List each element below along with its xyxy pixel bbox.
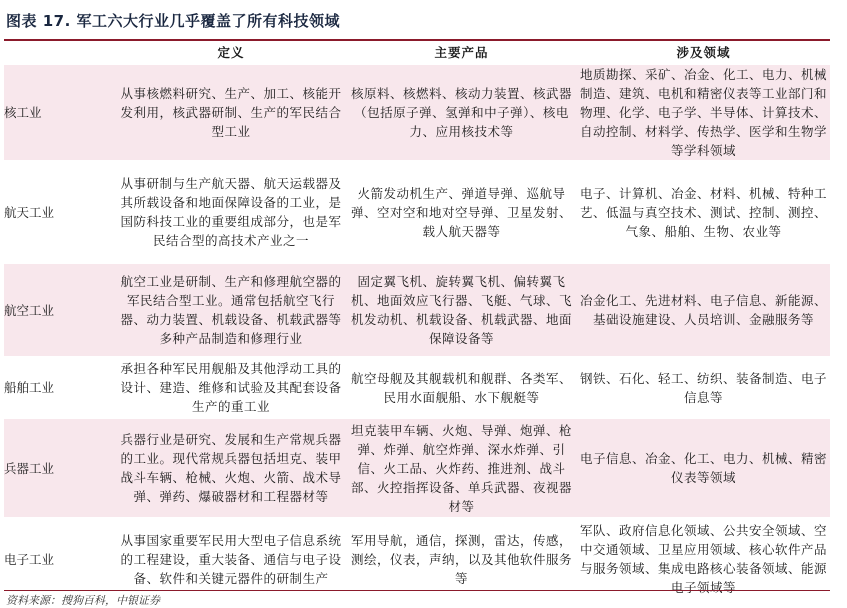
fields-cell: 电子信息、冶金、化工、电力、机械、精密仪表等领域 xyxy=(577,418,830,519)
definition-cell: 从事核燃料研究、生产、加工、核能开发利用，核武器研制、生产的军民结合型工业 xyxy=(116,64,346,162)
definition-cell: 兵器行业是研究、发展和生产常规兵器的工业。现代常规兵器包括坦克、装甲战斗车辆、枪械、火炮、火箭、战术导弹、弹药、爆破器材和工程器材等 xyxy=(116,418,346,519)
fields-cell: 钢铁、石化、轻工、纺织、装备制造、电子信息等 xyxy=(577,358,830,418)
definition-cell: 承担各种军民用舰船及其他浮动工具的设计、建造、维修和试验及其配套设备生产的重工业 xyxy=(116,358,346,418)
products-cell: 火箭发动机生产、弹道导弹、巡航导弹、空对空和地对空导弹、卫星发射、载人航天器等 xyxy=(346,162,577,263)
fields-cell: 地质勘探、采矿、冶金、化工、电力、机械制造、建筑、电机和精密仪表等工业部门和物理、化学、电子学、半导体、计算技术、自动控制、材料学、传热学、医学和生物学等学科领域 xyxy=(577,64,830,162)
footer-divider xyxy=(4,590,830,591)
definition-cell: 从事研制与生产航天器、航天运载器及其所载设备和地面保障设备的工业，是国防科技工业的重要组成部分，也是军民结合型的高技术产业之一 xyxy=(116,162,346,263)
table-row xyxy=(4,519,830,599)
title-divider xyxy=(4,39,830,41)
table-row xyxy=(4,162,830,263)
products-cell: 军用导航，通信，探测，雷达，传感，测绘，仪表，声纳，以及其他软件服务等 xyxy=(346,519,577,599)
table-row xyxy=(4,358,830,418)
industry-name: 电子工业 xyxy=(4,519,116,599)
products-cell: 固定翼飞机、旋转翼飞机、偏转翼飞机、地面效应飞行器、飞艇、气球、飞机发动机、机载设备、机载武器、地面保障设备等 xyxy=(346,263,577,358)
definition-cell: 从事国家重要军民用大型电子信息系统的工程建设，重大装备、通信与电子设备、软件和关键元器件的研制生产 xyxy=(116,519,346,599)
header-industry xyxy=(4,43,116,64)
industry-name: 兵器工业 xyxy=(4,418,116,519)
source-note: 资料来源：搜狗百科，中银证券 xyxy=(6,594,160,607)
industry-name: 核工业 xyxy=(4,64,116,162)
table-row xyxy=(4,263,830,358)
fields-cell: 军队、政府信息化领域、公共安全领域、空中交通领域、卫星应用领域、核心软件产品与服务领域、集成电路核心装备领域、能源电子领域等 xyxy=(577,519,830,599)
header-fields: 涉及领域 xyxy=(577,43,830,64)
page-title: 图表 17. 军工六大行业几乎覆盖了所有科技领域 xyxy=(6,12,341,30)
products-cell: 坦克装甲车辆、火炮、导弹、炮弹、枪弹、炸弹、航空炸弹、深水炸弹、引信、火工品、火炸药、推进剂、战斗部、火控指挥设备、单兵武器、夜视器材等 xyxy=(346,418,577,519)
table-row xyxy=(4,418,830,519)
industry-name: 航天工业 xyxy=(4,162,116,263)
fields-cell: 冶金化工、先进材料、电子信息、新能源、基础设施建设、人员培训、金融服务等 xyxy=(577,263,830,358)
industry-name: 船舶工业 xyxy=(4,358,116,418)
header-definition: 定义 xyxy=(116,43,346,64)
definition-cell: 航空工业是研制、生产和修理航空器的军民结合型工业。通常包括航空飞行器、动力装置、机载设备、机载武器等多种产品制造和修理行业 xyxy=(116,263,346,358)
header-products: 主要产品 xyxy=(346,43,577,64)
table-row xyxy=(4,64,830,162)
products-cell: 航空母舰及其舰载机和舰群、各类军、民用水面舰船、水下舰艇等 xyxy=(346,358,577,418)
fields-cell: 电子、计算机、冶金、材料、机械、特种工艺、低温与真空技术、测试、控制、测控、气象、船舶、生物、农业等 xyxy=(577,162,830,263)
industry-name: 航空工业 xyxy=(4,263,116,358)
products-cell: 核原料、核燃料、核动力装置、核武器（包括原子弹、氢弹和中子弹）、核电力、应用核技术等 xyxy=(346,64,577,162)
table-header-row xyxy=(4,43,830,64)
industry-table xyxy=(4,43,830,599)
